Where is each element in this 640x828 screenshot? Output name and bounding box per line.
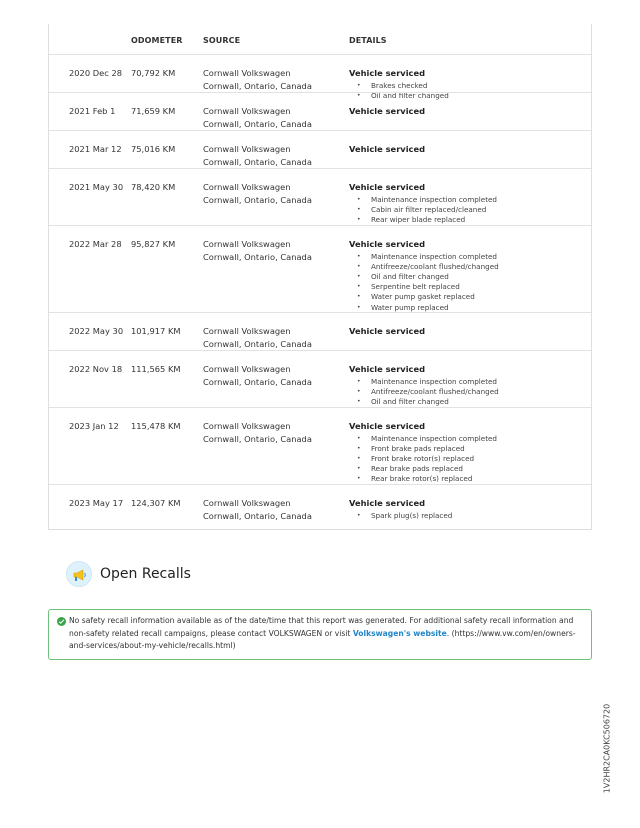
source-location: Cornwall, Ontario, Canada [203, 118, 312, 129]
details-title: Vehicle serviced [349, 182, 426, 192]
row-date: 2022 May 30 [69, 326, 124, 336]
row-details [349, 105, 425, 118]
row-date: 2021 Feb 1 [69, 106, 116, 116]
source-location: Cornwall, Ontario, Canada [203, 251, 312, 262]
detail-item: • Oil and filter changed [349, 272, 499, 282]
source-name: Cornwall Volkswagen [203, 182, 291, 192]
row-details [349, 363, 499, 407]
table-row [49, 407, 591, 484]
row-odometer: 95,827 KM [131, 239, 176, 249]
source-name: Cornwall Volkswagen [203, 239, 291, 249]
source-name: Cornwall Volkswagen [203, 326, 291, 336]
table-row [49, 225, 591, 312]
details-list [349, 252, 499, 313]
row-date: 2021 May 30 [69, 182, 124, 192]
details-title: Vehicle serviced [349, 68, 426, 78]
table-row [49, 130, 591, 168]
row-source [203, 67, 312, 92]
row-odometer: 78,420 KM [131, 182, 176, 192]
row-odometer: 111,565 KM [131, 364, 181, 374]
detail-item: • Brakes checked [349, 81, 449, 91]
source-name: Cornwall Volkswagen [203, 68, 291, 78]
details-title: Vehicle serviced [349, 326, 426, 336]
detail-item: • Rear wiper blade replaced [349, 215, 497, 225]
source-name: Cornwall Volkswagen [203, 498, 291, 508]
details-list [349, 511, 452, 521]
row-odometer: 71,659 KM [131, 106, 176, 116]
detail-item: • Water pump gasket replaced [349, 292, 499, 302]
row-source [203, 420, 312, 445]
notice-url: . (https://www.vw.com/en/owners-and-services/about-my-vehicle/recalls.html) [69, 628, 576, 651]
vin-text: 1V2HR2CA0KC506720 [602, 703, 612, 794]
detail-item: • Antifreeze/coolant flushed/changed [349, 262, 499, 272]
volkswagen-website-link[interactable]: Volkswagen's website [352, 628, 447, 638]
source-name: Cornwall Volkswagen [203, 421, 291, 431]
table-row [49, 350, 591, 407]
detail-item: • Water pump replaced [349, 303, 499, 313]
notice-body: No safety recall information available as of the date/time that this report was generated. For additional safety recall information and non-safety related recall campaigns, please contact VOLKSWAGEN or visit [69, 616, 574, 638]
recalls-title: Open Recalls [100, 566, 191, 582]
detail-item: • Rear brake pads replaced [349, 464, 497, 474]
detail-item: • Front brake rotor(s) replaced [349, 454, 497, 464]
header-odometer: ODOMETER [131, 36, 183, 45]
source-location: Cornwall, Ontario, Canada [203, 376, 312, 387]
details-list [349, 434, 497, 485]
row-date: 2021 Mar 12 [69, 144, 122, 154]
source-location: Cornwall, Ontario, Canada [203, 80, 312, 91]
row-source [203, 105, 312, 130]
table-row [49, 92, 591, 130]
details-title: Vehicle serviced [349, 106, 426, 116]
detail-item: • Maintenance inspection completed [349, 377, 499, 387]
table-row [49, 54, 591, 100]
detail-item: • Oil and filter changed [349, 397, 499, 407]
row-source [203, 497, 312, 522]
detail-item: • Maintenance inspection completed [349, 195, 497, 205]
detail-item: • Front brake pads replaced [349, 444, 497, 454]
row-source [203, 143, 312, 168]
source-location: Cornwall, Ontario, Canada [203, 338, 312, 349]
table-row [49, 312, 591, 350]
row-date: 2023 Jan 12 [69, 421, 119, 431]
row-details [349, 238, 499, 313]
detail-item: • Oil and filter changed [349, 91, 449, 101]
row-odometer: 124,307 KM [131, 498, 181, 508]
megaphone-icon [66, 561, 92, 587]
details-title: Vehicle serviced [349, 364, 426, 374]
source-location: Cornwall, Ontario, Canada [203, 433, 312, 444]
row-source [203, 363, 312, 388]
row-details [349, 325, 425, 338]
detail-item: • Maintenance inspection completed [349, 434, 497, 444]
row-source [203, 238, 312, 263]
source-name: Cornwall Volkswagen [203, 364, 291, 374]
details-title: Vehicle serviced [349, 498, 426, 508]
row-odometer: 115,478 KM [131, 421, 181, 431]
row-date: 2022 Mar 28 [69, 239, 122, 249]
details-title: Vehicle serviced [349, 421, 426, 431]
row-source [203, 181, 312, 206]
details-title: Vehicle serviced [349, 239, 426, 249]
details-list [349, 195, 497, 226]
detail-item: • Spark plug(s) replaced [349, 511, 452, 521]
row-date: 2023 May 17 [69, 498, 124, 508]
row-odometer: 101,917 KM [131, 326, 181, 336]
detail-item: • Cabin air filter replaced/cleaned [349, 205, 497, 215]
row-source [203, 325, 312, 350]
details-title: Vehicle serviced [349, 144, 426, 154]
detail-item: • Maintenance inspection completed [349, 252, 499, 262]
header-details: DETAILS [349, 36, 387, 45]
detail-item: • Rear brake rotor(s) replaced [349, 474, 497, 484]
details-list [349, 377, 499, 408]
source-location: Cornwall, Ontario, Canada [203, 194, 312, 205]
notice-text [69, 615, 583, 653]
row-details [349, 143, 425, 156]
header-source: SOURCE [203, 36, 241, 45]
table-header [49, 24, 591, 54]
row-odometer: 70,792 KM [131, 68, 176, 78]
row-date: 2022 Nov 18 [69, 364, 123, 374]
vin-margin-label [600, 703, 614, 796]
row-details [349, 181, 497, 225]
row-details [349, 497, 452, 521]
row-details [349, 420, 497, 485]
service-history-table [48, 24, 592, 530]
check-circle-icon [57, 617, 66, 626]
row-odometer: 75,016 KM [131, 144, 176, 154]
source-location: Cornwall, Ontario, Canada [203, 510, 312, 521]
source-location: Cornwall, Ontario, Canada [203, 156, 312, 167]
table-row [49, 484, 591, 530]
source-name: Cornwall Volkswagen [203, 144, 291, 154]
row-date: 2020 Dec 28 [69, 68, 123, 78]
table-row [49, 168, 591, 225]
source-name: Cornwall Volkswagen [203, 106, 291, 116]
detail-item: • Serpentine belt replaced [349, 282, 499, 292]
detail-item: • Antifreeze/coolant flushed/changed [349, 387, 499, 397]
recall-notice [48, 609, 592, 660]
